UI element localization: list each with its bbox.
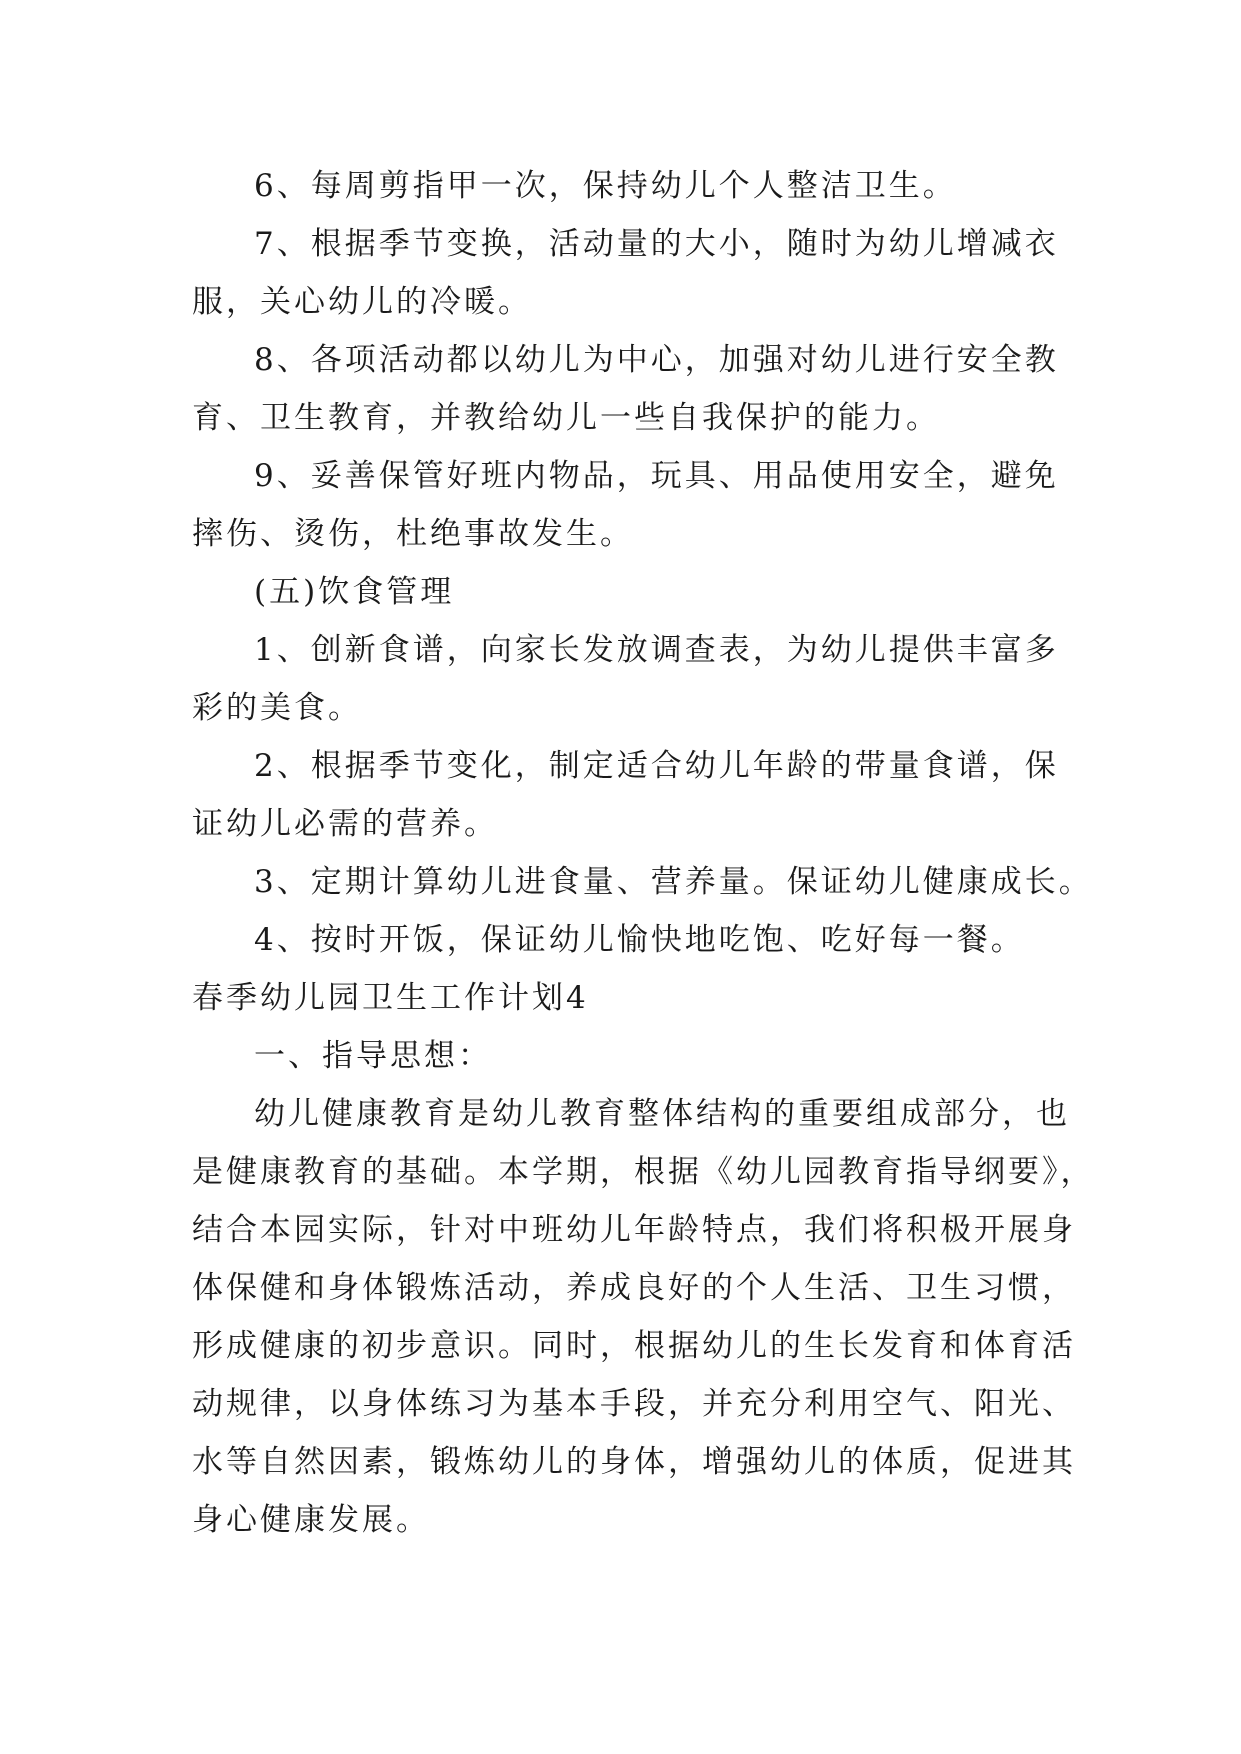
paragraph-line-6: 动规律，以身体练习为基本手段，并充分利用空气、阳光、 [192,1386,1076,1422]
paragraph-line-3: 结合本园实际，针对中班幼儿年龄特点，我们将积极开展身 [192,1212,1076,1248]
list-item-9-line-2: 摔伤、烫伤，杜绝事故发生。 [192,516,634,552]
paragraph-line-8: 身心健康发展。 [192,1502,430,1538]
diet-item-1-line-1: 1、创新食谱，向家长发放调查表，为幼儿提供丰富多 [254,632,1059,668]
list-item-7-line-2: 服，关心幼儿的冷暖。 [192,284,532,320]
diet-item-1-line-2: 彩的美食。 [192,690,362,726]
list-item-6: 6、每周剪指甲一次，保持幼儿个人整洁卫生。 [254,168,957,204]
paragraph-line-7: 水等自然因素，锻炼幼儿的身体，增强幼儿的体质，促进其 [192,1444,1076,1480]
diet-item-4: 4、按时开饭，保证幼儿愉快地吃饱、吃好每一餐。 [254,922,1025,958]
list-item-7-line-1: 7、根据季节变换，活动量的大小，随时为幼儿增减衣 [254,226,1059,262]
diet-item-3: 3、定期计算幼儿进食量、营养量。保证幼儿健康成长。 [254,864,1093,900]
section-heading-diet: (五)饮食管理 [254,574,455,610]
list-item-8-line-2: 育、卫生教育，并教给幼儿一些自我保护的能力。 [192,400,940,436]
list-item-8-line-1: 8、各项活动都以幼儿为中心，加强对幼儿进行安全教 [254,342,1059,378]
paragraph-line-4: 体保健和身体锻炼活动，养成良好的个人生活、卫生习惯， [192,1270,1076,1306]
diet-item-2-line-2: 证幼儿必需的营养。 [192,806,498,842]
paragraph-line-5: 形成健康的初步意识。同时，根据幼儿的生长发育和体育活 [192,1328,1076,1364]
section-heading-guiding-thought: 一、指导思想： [254,1038,492,1074]
diet-item-2-line-1: 2、根据季节变化，制定适合幼儿年龄的带量食谱，保 [254,748,1059,784]
document-page [192,157,1095,1549]
list-item-9-line-1: 9、妥善保管好班内物品，玩具、用品使用安全，避免 [254,458,1059,494]
paragraph-line-1: 幼儿健康教育是幼儿教育整体结构的重要组成部分，也 [254,1096,1070,1132]
paragraph-line-2: 是健康教育的基础。本学期，根据《幼儿园教育指导纲要》， [192,1154,1095,1190]
plan-title: 春季幼儿园卫生工作计划4 [192,980,589,1016]
